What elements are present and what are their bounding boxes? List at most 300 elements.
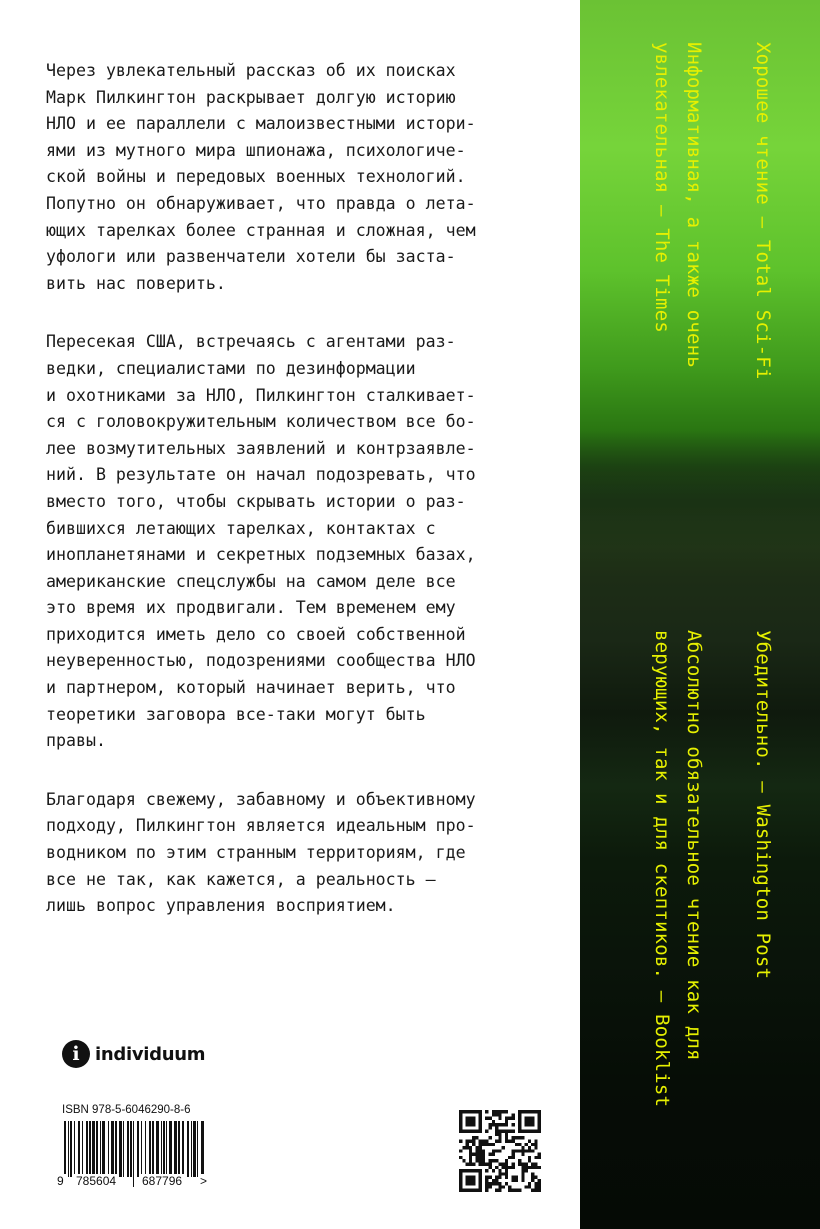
qr-module [502, 1110, 505, 1113]
qr-module [538, 1185, 541, 1188]
qr-module [538, 1182, 541, 1185]
qr-module [531, 1120, 534, 1123]
qr-module [511, 1162, 514, 1165]
qr-module [528, 1120, 531, 1123]
barcode-bar [130, 1121, 132, 1177]
barcode-bar [141, 1121, 142, 1177]
qr-module [485, 1130, 488, 1133]
qr-module [469, 1176, 472, 1179]
qr-module [495, 1182, 498, 1185]
qr-module [482, 1156, 485, 1159]
qr-module [492, 1169, 495, 1172]
qr-module [495, 1130, 498, 1133]
qr-module [489, 1136, 492, 1139]
qr-module [511, 1153, 514, 1156]
qr-module [495, 1166, 498, 1169]
qr-module [531, 1123, 534, 1126]
qr-module [472, 1120, 475, 1123]
barcode-bar [119, 1121, 122, 1177]
qr-module [472, 1136, 475, 1139]
qr-module [498, 1130, 501, 1133]
qr-module [531, 1117, 534, 1120]
qr-module [518, 1123, 521, 1126]
qr-module [538, 1130, 541, 1133]
qr-module [525, 1123, 528, 1126]
qr-module [521, 1162, 524, 1165]
qr-module [485, 1189, 488, 1192]
qr-module [498, 1182, 501, 1185]
qr-module [469, 1159, 472, 1162]
qr-module [505, 1176, 508, 1179]
qr-module [534, 1182, 537, 1185]
qr-module [528, 1185, 531, 1188]
qr-module [466, 1140, 469, 1143]
qr-module [511, 1113, 514, 1116]
qr-module [459, 1123, 462, 1126]
qr-module [479, 1185, 482, 1188]
qr-module [469, 1123, 472, 1126]
qr-module [479, 1143, 482, 1146]
qr-module [528, 1156, 531, 1159]
qr-module [518, 1126, 521, 1129]
quote-times-line-2: увлекательная – The Times [651, 42, 673, 333]
qr-module [525, 1117, 528, 1120]
qr-module [518, 1162, 521, 1165]
barcode-bar [96, 1121, 98, 1177]
qr-module [498, 1110, 501, 1113]
qr-module [469, 1156, 472, 1159]
qr-module [489, 1123, 492, 1126]
qr-module [498, 1185, 501, 1188]
qr-module [534, 1130, 537, 1133]
qr-module [534, 1166, 537, 1169]
barcode-bar [78, 1121, 80, 1177]
qr-module [459, 1140, 462, 1143]
barcode-bar [174, 1121, 177, 1177]
qr-module [525, 1110, 528, 1113]
qr-module [538, 1156, 541, 1159]
qr-module [518, 1113, 521, 1116]
qr-module [495, 1189, 498, 1192]
qr-module [515, 1136, 518, 1139]
qr-module [508, 1166, 511, 1169]
qr-module [505, 1162, 508, 1165]
barcode-bar [156, 1121, 159, 1177]
qr-module [475, 1149, 478, 1152]
qr-module [505, 1166, 508, 1169]
qr-module [534, 1140, 537, 1143]
qr-module [472, 1182, 475, 1185]
qr-module [521, 1169, 524, 1172]
qr-module [502, 1146, 505, 1149]
qr-module [525, 1120, 528, 1123]
qr-module [525, 1130, 528, 1133]
qr-module [498, 1169, 501, 1172]
qr-module [479, 1159, 482, 1162]
qr-module [521, 1179, 524, 1182]
barcode-digit-group-2: 687796 [142, 1174, 183, 1188]
qr-module [472, 1130, 475, 1133]
qr-module [459, 1120, 462, 1123]
qr-module [482, 1140, 485, 1143]
qr-module [459, 1172, 462, 1175]
qr-module [492, 1120, 495, 1123]
qr-module [469, 1169, 472, 1172]
qr-module [492, 1110, 495, 1113]
barcode-bar [86, 1121, 88, 1177]
barcode-bar [108, 1121, 109, 1177]
barcode-bar [74, 1121, 75, 1177]
qr-module [498, 1133, 501, 1136]
qr-module [492, 1113, 495, 1116]
qr-module [525, 1169, 528, 1172]
qr-module [495, 1110, 498, 1113]
qr-module [472, 1179, 475, 1182]
qr-module [462, 1146, 465, 1149]
qr-module [521, 1149, 524, 1152]
barcode-digit-group-1: 785604 [76, 1174, 117, 1188]
qr-module [508, 1156, 511, 1159]
barcode-bar [82, 1121, 83, 1177]
qr-module [498, 1176, 501, 1179]
qr-module [479, 1117, 482, 1120]
barcode-bar [100, 1121, 101, 1177]
qr-module [475, 1146, 478, 1149]
qr-module [489, 1176, 492, 1179]
qr-module [498, 1172, 501, 1175]
qr-module [489, 1166, 492, 1169]
cover-image-panel [580, 0, 820, 1229]
qr-module [479, 1153, 482, 1156]
qr-module [511, 1130, 514, 1133]
qr-module [479, 1176, 482, 1179]
qr-module [482, 1153, 485, 1156]
qr-module [515, 1176, 518, 1179]
qr-module [538, 1110, 541, 1113]
info-i-icon: i [62, 1040, 90, 1068]
qr-module [485, 1182, 488, 1185]
qr-module [495, 1149, 498, 1152]
qr-module [511, 1149, 514, 1152]
qr-module [528, 1123, 531, 1126]
qr-module [489, 1182, 492, 1185]
qr-module [534, 1189, 537, 1192]
qr-module [538, 1189, 541, 1192]
qr-module [462, 1110, 465, 1113]
barcode-bar [133, 1121, 134, 1187]
qr-module [515, 1149, 518, 1152]
qr-module [479, 1149, 482, 1152]
publisher-logo [62, 1040, 205, 1068]
qr-module [479, 1140, 482, 1143]
qr-module [475, 1153, 478, 1156]
qr-module [469, 1146, 472, 1149]
barcode-bar [145, 1121, 146, 1177]
qr-module [531, 1176, 534, 1179]
qr-module [466, 1143, 469, 1146]
qr-module [459, 1126, 462, 1129]
qr-module [459, 1169, 462, 1172]
qr-module [495, 1179, 498, 1182]
qr-module [518, 1136, 521, 1139]
qr-module [482, 1162, 485, 1165]
qr-module [508, 1189, 511, 1192]
qr-module [511, 1140, 514, 1143]
qr-module [472, 1162, 475, 1165]
qr-module [462, 1159, 465, 1162]
qr-module [482, 1143, 485, 1146]
qr-module [469, 1182, 472, 1185]
barcode-bar [115, 1121, 117, 1177]
qr-module [534, 1110, 537, 1113]
qr-module [466, 1123, 469, 1126]
qr-module [479, 1182, 482, 1185]
qr-module [511, 1176, 514, 1179]
quote-total-scifi: Хорошее чтение – Total Sci-Fi [752, 42, 774, 380]
qr-module [479, 1126, 482, 1129]
qr-module [521, 1136, 524, 1139]
qr-module [531, 1162, 534, 1165]
qr-module [485, 1179, 488, 1182]
qr-module [518, 1110, 521, 1113]
qr-module [489, 1153, 492, 1156]
qr-module [485, 1176, 488, 1179]
qr-module [469, 1120, 472, 1123]
qr-module [531, 1189, 534, 1192]
qr-module [479, 1110, 482, 1113]
qr-module [525, 1143, 528, 1146]
qr-module [459, 1185, 462, 1188]
qr-module [508, 1140, 511, 1143]
qr-module [485, 1140, 488, 1143]
barcode-bar [123, 1121, 124, 1177]
qr-module [472, 1176, 475, 1179]
qr-module [479, 1113, 482, 1116]
barcode-digit-end: > [200, 1174, 208, 1188]
qr-module [498, 1140, 501, 1143]
qr-module [466, 1182, 469, 1185]
qr-module [479, 1179, 482, 1182]
qr-module [505, 1140, 508, 1143]
qr-module [459, 1176, 462, 1179]
publisher-name: individuum [95, 1043, 206, 1065]
qr-module [498, 1149, 501, 1152]
qr-module [508, 1185, 511, 1188]
qr-module [495, 1123, 498, 1126]
qr-module [459, 1156, 462, 1159]
qr-module [485, 1185, 488, 1188]
qr-module [528, 1117, 531, 1120]
qr-module [518, 1159, 521, 1162]
qr-module [531, 1166, 534, 1169]
qr-module [521, 1153, 524, 1156]
qr-module [518, 1120, 521, 1123]
qr-module [528, 1166, 531, 1169]
barcode-bar [102, 1121, 105, 1177]
qr-module [495, 1176, 498, 1179]
qr-module [462, 1130, 465, 1133]
barcode-digit-first: 9 [57, 1174, 64, 1188]
qr-module [538, 1126, 541, 1129]
qr-module [518, 1189, 521, 1192]
qr-module [489, 1159, 492, 1162]
qr-module [538, 1120, 541, 1123]
qr-module [531, 1110, 534, 1113]
qr-module [495, 1133, 498, 1136]
qr-module [534, 1146, 537, 1149]
qr-module [531, 1130, 534, 1133]
qr-module [528, 1140, 531, 1143]
qr-module [485, 1110, 488, 1113]
qr-module [482, 1159, 485, 1162]
qr-module [469, 1149, 472, 1152]
qr-module [485, 1143, 488, 1146]
qr-module [492, 1159, 495, 1162]
qr-module [466, 1169, 469, 1172]
qr-code [459, 1110, 541, 1192]
qr-module [502, 1130, 505, 1133]
qr-module [475, 1159, 478, 1162]
qr-module [459, 1182, 462, 1185]
qr-module [495, 1126, 498, 1129]
qr-module [534, 1185, 537, 1188]
barcode-bar [169, 1121, 172, 1177]
qr-module [469, 1162, 472, 1165]
qr-module [489, 1185, 492, 1188]
qr-module [479, 1162, 482, 1165]
qr-module [466, 1110, 469, 1113]
qr-module [489, 1117, 492, 1120]
barcode-bar [137, 1121, 139, 1177]
qr-module [472, 1110, 475, 1113]
qr-module [502, 1166, 505, 1169]
qr-module [511, 1189, 514, 1192]
qr-module [462, 1189, 465, 1192]
qr-module [469, 1179, 472, 1182]
qr-module [479, 1130, 482, 1133]
qr-module [505, 1130, 508, 1133]
qr-module [472, 1169, 475, 1172]
qr-module [466, 1130, 469, 1133]
qr-module [538, 1123, 541, 1126]
qr-module [528, 1149, 531, 1152]
qr-module [472, 1189, 475, 1192]
barcode-bar [92, 1121, 95, 1177]
qr-module [502, 1162, 505, 1165]
qr-module [521, 1172, 524, 1175]
qr-module [466, 1120, 469, 1123]
qr-module [531, 1143, 534, 1146]
qr-module [534, 1162, 537, 1165]
qr-module [538, 1117, 541, 1120]
qr-module [485, 1117, 488, 1120]
qr-module [459, 1189, 462, 1192]
qr-module [469, 1189, 472, 1192]
paragraph-1: Через увлекательный рассказ об их поисках Марк Пилкингтон раскрывает долгую историю НЛО и ее параллели с малоизвестными истори- ями из мутного мира шпионажа, психологиче- ской войны и передовых военных технологий. Попутно он обнаруживает, что правда о лета- ющих тарелках более странная и сложная, чем уфологи или развенчатели хотели бы заста- вить нас поверить. [46, 61, 476, 293]
paragraph-2: Пересекая США, встречаясь с агентами раз- ведки, специалистами по дезинформации и охотниками за НЛО, Пилкингтон сталкивает- ся с головокружительным количеством все бо- лее возмутительных заявлений и контрзаявле- ний. В результате он начал подозревать, что вместо того, чтобы скрывать истории о раз- бившихся летающих тарелках, контактах с инопланетянами и секретных подземных базах, американские спецслужбы на самом деле все это время их продвигали. Тем временем ему приходится иметь дело со своей собственной неуверенностью, подозрениями сообщества НЛО и партнером, который начинает верить, что теоретики заговора все-таки могут быть правы. [46, 332, 476, 751]
barcode-bar [191, 1121, 192, 1177]
qr-module [479, 1169, 482, 1172]
qr-module [479, 1120, 482, 1123]
qr-module [498, 1113, 501, 1116]
qr-module [518, 1130, 521, 1133]
barcode-bar [70, 1121, 72, 1177]
qr-module [489, 1126, 492, 1129]
qr-module [475, 1130, 478, 1133]
barcode-bar [193, 1121, 196, 1177]
qr-module [459, 1179, 462, 1182]
qr-module [505, 1120, 508, 1123]
qr-module [505, 1123, 508, 1126]
qr-module [528, 1110, 531, 1113]
barcode-bar [197, 1121, 198, 1177]
qr-module [469, 1140, 472, 1143]
qr-module [538, 1153, 541, 1156]
qr-module [502, 1172, 505, 1175]
qr-module [531, 1149, 534, 1152]
qr-module [472, 1117, 475, 1120]
qr-module [498, 1189, 501, 1192]
qr-module [505, 1172, 508, 1175]
qr-module [472, 1140, 475, 1143]
qr-module [505, 1159, 508, 1162]
barcode-bar [89, 1121, 91, 1177]
qr-module [515, 1143, 518, 1146]
forest-silhouette [580, 430, 820, 550]
qr-module [479, 1172, 482, 1175]
qr-module [505, 1182, 508, 1185]
qr-module [475, 1110, 478, 1113]
qr-module [528, 1146, 531, 1149]
qr-module [508, 1130, 511, 1133]
qr-module [505, 1169, 508, 1172]
quote-times-line-1: Информативная, а также очень [683, 42, 705, 368]
qr-module [479, 1189, 482, 1192]
qr-module [518, 1143, 521, 1146]
qr-module [515, 1179, 518, 1182]
barcode-bar [111, 1121, 114, 1177]
qr-module [492, 1182, 495, 1185]
isbn-label: ISBN 978-5-6046290-8-6 [62, 1104, 191, 1116]
qr-module [495, 1113, 498, 1116]
qr-module [505, 1117, 508, 1120]
qr-module [472, 1123, 475, 1126]
qr-module [479, 1156, 482, 1159]
qr-module [528, 1159, 531, 1162]
qr-module [466, 1189, 469, 1192]
qr-module [498, 1117, 501, 1120]
barcode-bar [163, 1121, 165, 1177]
qr-module [492, 1179, 495, 1182]
qr-module [498, 1162, 501, 1165]
qr-module [472, 1153, 475, 1156]
qr-module [466, 1179, 469, 1182]
quote-booklist-line-1: Абсолютно обязательное чтение как для [683, 630, 705, 1061]
quote-booklist-line-2: верующих, так и для скептиков. – Booklist [651, 630, 673, 1108]
qr-module [528, 1130, 531, 1133]
barcode-bar [182, 1121, 184, 1177]
qr-module [505, 1133, 508, 1136]
qr-module [475, 1189, 478, 1192]
qr-module [534, 1176, 537, 1179]
qr-module [459, 1149, 462, 1152]
qr-module [521, 1176, 524, 1179]
qr-module [511, 1123, 514, 1126]
qr-module [534, 1156, 537, 1159]
qr-module [498, 1123, 501, 1126]
qr-module [475, 1136, 478, 1139]
qr-module [518, 1117, 521, 1120]
